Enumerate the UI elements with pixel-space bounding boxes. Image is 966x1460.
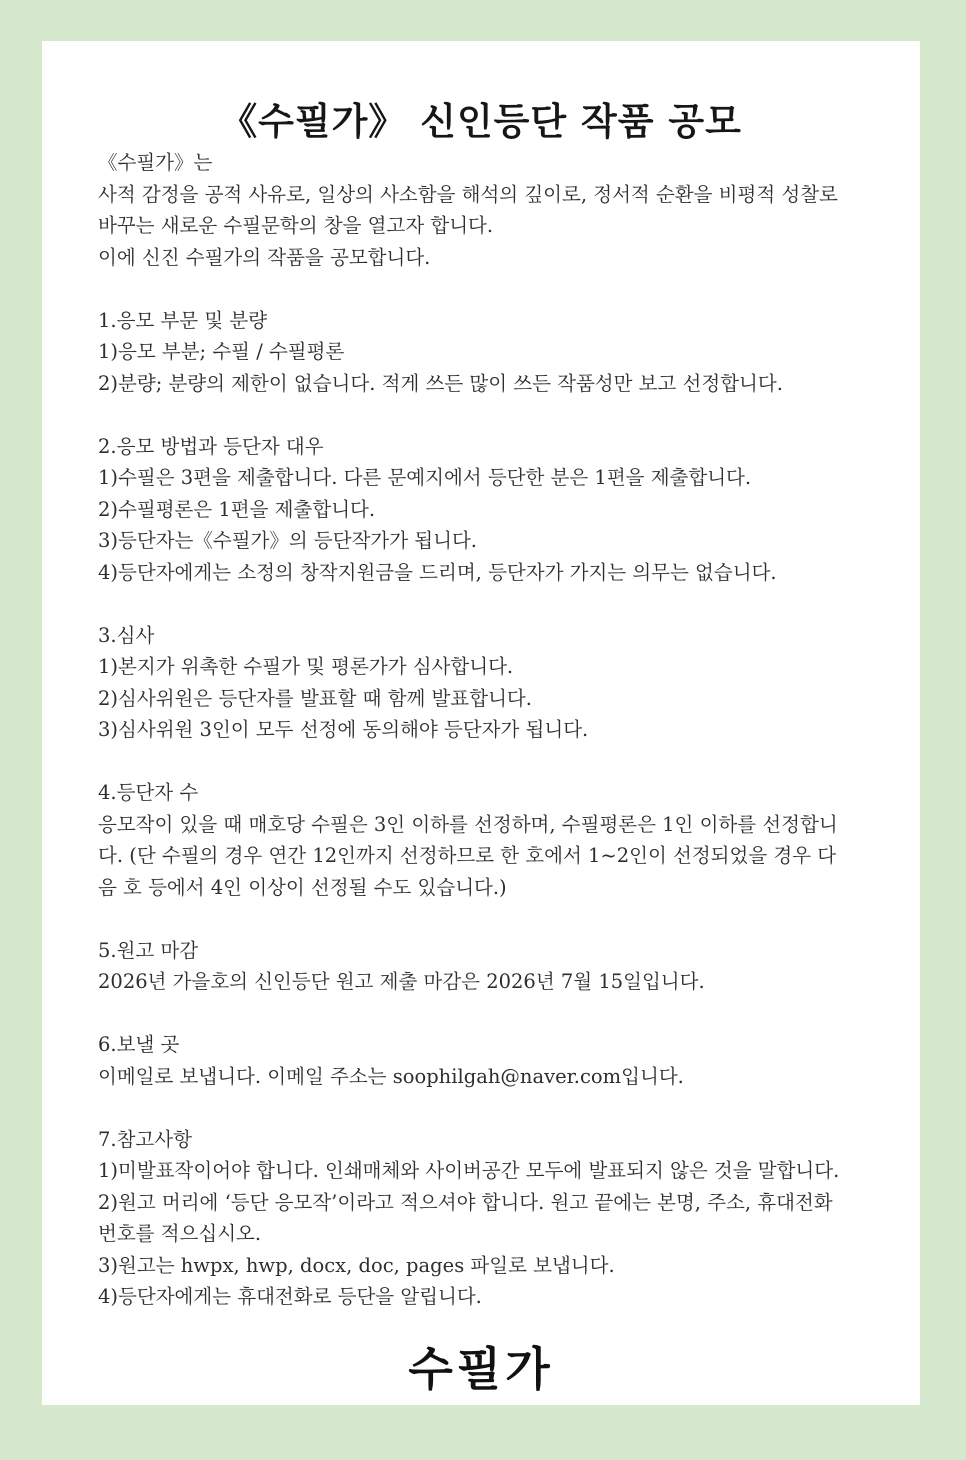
section-spacer xyxy=(98,399,874,431)
section-6 xyxy=(98,1029,874,1092)
section-heading: 1.응모 부문 및 분량 xyxy=(98,308,268,332)
section-line: 번호를 적으십시오. xyxy=(98,1222,262,1245)
section-line: 4)등단자에게는 소정의 창작지원금을 드리며, 등단자가 가지는 의무는 없습니다. xyxy=(98,560,777,584)
intro-line: 바꾸는 새로운 수필문학의 창을 열고자 합니다. xyxy=(98,214,494,237)
section-spacer xyxy=(98,1092,874,1124)
section-heading: 4.등단자 수 xyxy=(98,781,199,804)
section-line: 1)미발표작이어야 합니다. 인쇄매체와 사이버공간 모두에 발표되지 않은 것을 말합니다. xyxy=(98,1159,840,1182)
footer-logo: 수필가 xyxy=(408,1342,554,1396)
section-line: 2)수필평론은 1편을 제출합니다. xyxy=(98,497,376,521)
section-3 xyxy=(98,620,874,746)
section-5 xyxy=(98,935,874,998)
section-1 xyxy=(98,305,874,400)
section-line: 2026년 가을호의 신인등단 원고 제출 마감은 2026년 7월 15일입니다. xyxy=(98,970,705,993)
section-line: 3)등단자는《수필가》의 등단작가가 됩니다. xyxy=(98,529,478,552)
section-spacer xyxy=(98,998,874,1030)
section-line: 이메일로 보냅니다. 이메일 주소는 soophilgah@naver.com입니다. xyxy=(98,1064,684,1088)
section-heading: 6.보낼 곳 xyxy=(98,1033,180,1056)
intro xyxy=(98,147,874,273)
section-line: 2)심사위원은 등단자를 발표할 때 함께 발표합니다. xyxy=(98,686,532,710)
section-line: 3)원고는 hwpx, hwp, docx, doc, pages 파일로 보냅니다. xyxy=(98,1253,615,1277)
section-spacer xyxy=(98,273,874,305)
section-heading: 5.원고 마감 xyxy=(98,938,199,962)
section-4 xyxy=(98,777,874,903)
section-spacer xyxy=(98,746,874,778)
intro-line: 《수필가》는 xyxy=(98,151,213,174)
section-line: 1)본지가 위촉한 수필가 및 평론가가 심사합니다. xyxy=(98,655,514,678)
section-heading: 7.참고사항 xyxy=(98,1127,192,1151)
section-7 xyxy=(98,1124,874,1313)
section-line: 4)등단자에게는 휴대전화로 등단을 알립니다. xyxy=(98,1285,482,1308)
section-line: 1)수필은 3편을 제출합니다. 다른 문예지에서 등단한 분은 1편을 제출합니다. xyxy=(98,466,752,489)
section-line: 2)원고 머리에 ‘등단 응모작’이라고 적으셔야 합니다. 원고 끝에는 본명, 주소, 휴대전화 xyxy=(98,1190,833,1214)
sections xyxy=(98,273,874,1313)
section-line: 2)분량; 분량의 제한이 없습니다. 적게 쓰든 많이 쓰든 작품성만 보고 선정합니다. xyxy=(98,371,783,395)
section-2 xyxy=(98,431,874,589)
section-line: 다. (단 수필의 경우 연간 12인까지 선정하므로 한 호에서 1~2인이 선정되었을 경우 다 xyxy=(98,844,837,867)
notice-body xyxy=(98,147,874,1313)
section-line: 1)응모 부분; 수필 / 수필평론 xyxy=(98,340,345,363)
intro-line: 이에 신진 수필가의 작품을 공모합니다. xyxy=(98,245,431,269)
section-line: 음 호 등에서 4인 이상이 선정될 수도 있습니다.) xyxy=(98,875,507,899)
section-heading: 3.심사 xyxy=(98,623,155,647)
intro-line: 사적 감정을 공적 사유로, 일상의 사소함을 해석의 깊이로, 정서적 순환을 비평적 성찰로 xyxy=(98,182,838,206)
section-line: 응모작이 있을 때 매호당 수필은 3인 이하를 선정하며, 수필평론은 1인 이하를 선정합니 xyxy=(98,812,838,836)
section-line: 3)심사위원 3인이 모두 선정에 동의해야 등단자가 됩니다. xyxy=(98,718,589,741)
notice-page xyxy=(42,41,920,1405)
section-spacer xyxy=(98,903,874,935)
section-heading: 2.응모 방법과 등단자 대우 xyxy=(98,434,324,458)
section-spacer xyxy=(98,588,874,620)
page-title: 《수필가》 신인등단 작품 공모 xyxy=(220,100,742,143)
